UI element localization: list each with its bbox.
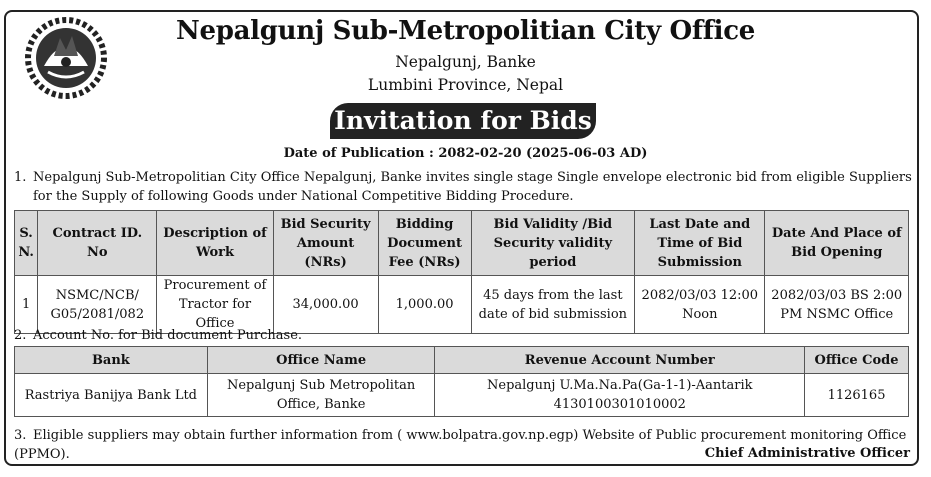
notice-title-banner: Invitation for Bids: [330, 103, 596, 139]
point-number: 2.: [14, 328, 27, 343]
cell-office-name: Nepalgunj Sub Metropolitan Office, Banke: [207, 374, 435, 417]
header-document-fee: Bidding Document Fee (NRs): [378, 211, 471, 276]
header-description: Description of Work: [157, 211, 273, 276]
publication-date: Date of Publication : 2082-02-20 (2025-06-03 AD): [283, 146, 648, 161]
header-office-name: Office Name: [207, 347, 435, 374]
point-text: Account No. for Bid document Purchase.: [33, 328, 303, 343]
header-bid-security: Bid Security Amount (NRs): [273, 211, 378, 276]
account-table: [14, 346, 909, 417]
cell-office-code: 1126165: [805, 374, 909, 417]
header-office-code: Office Code: [805, 347, 909, 374]
cell-contract-id: NSMC/NCB/ G05/2081/082: [38, 276, 157, 334]
header-bank: Bank: [15, 347, 208, 374]
header-sn: S. N.: [15, 211, 38, 276]
table-row: [15, 374, 909, 417]
table-header-row: [15, 211, 909, 276]
bid-details-table: [14, 210, 909, 334]
point-2: [14, 326, 914, 345]
table-row: [15, 276, 909, 334]
table-header-row: [15, 347, 909, 374]
address-line-1: Nepalgunj, Banke: [395, 53, 536, 71]
header-contract-id: Contract ID. No: [38, 211, 157, 276]
cell-document-fee: 1,000.00: [378, 276, 471, 334]
cell-sn: 1: [15, 276, 38, 334]
cell-bid-security: 34,000.00: [273, 276, 378, 334]
header-revenue-account: Revenue Account Number: [435, 347, 805, 374]
point-1: [14, 168, 914, 204]
cell-last-date: 2082/03/03 12:00 Noon: [635, 276, 765, 334]
point-text: Nepalgunj Sub-Metropolitian City Office Nepalgunj, Banke invites single stage Single envelope electronic bid from eligible Suppliers for the Supply of following Goods under National Competitive Bidding Procedure.: [33, 170, 912, 204]
cell-bank: Rastriya Banijya Bank Ltd: [15, 374, 208, 417]
cell-bid-validity: 45 days from the last date of bid submission: [471, 276, 635, 334]
point-number: 1.: [14, 170, 27, 185]
point-text: Eligible suppliers may obtain further information from ( www.bolpatra.gov.np.egp) Website of Public procurement monitoring Office (PPMO).: [14, 428, 907, 462]
header-bid-opening: Date And Place of Bid Opening: [765, 211, 909, 276]
address-line-2: Lumbini Province, Nepal: [367, 76, 564, 94]
cell-description: Procurement of Tractor for Office: [157, 276, 273, 334]
office-name: Nepalgunj Sub-Metropolitian City Office: [176, 16, 755, 46]
header-last-date: Last Date and Time of Bid Submission: [635, 211, 765, 276]
point-number: 3.: [14, 428, 27, 443]
cell-revenue-account: Nepalgunj U.Ma.Na.Pa(Ga-1-1)-Aantarik 4130100301010002: [435, 374, 805, 417]
header-bid-validity: Bid Validity /Bid Security validity period: [471, 211, 635, 276]
cell-bid-opening: 2082/03/03 BS 2:00 PM NSMC Office: [765, 276, 909, 334]
signoff-title: Chief Administrative Officer: [704, 446, 910, 461]
